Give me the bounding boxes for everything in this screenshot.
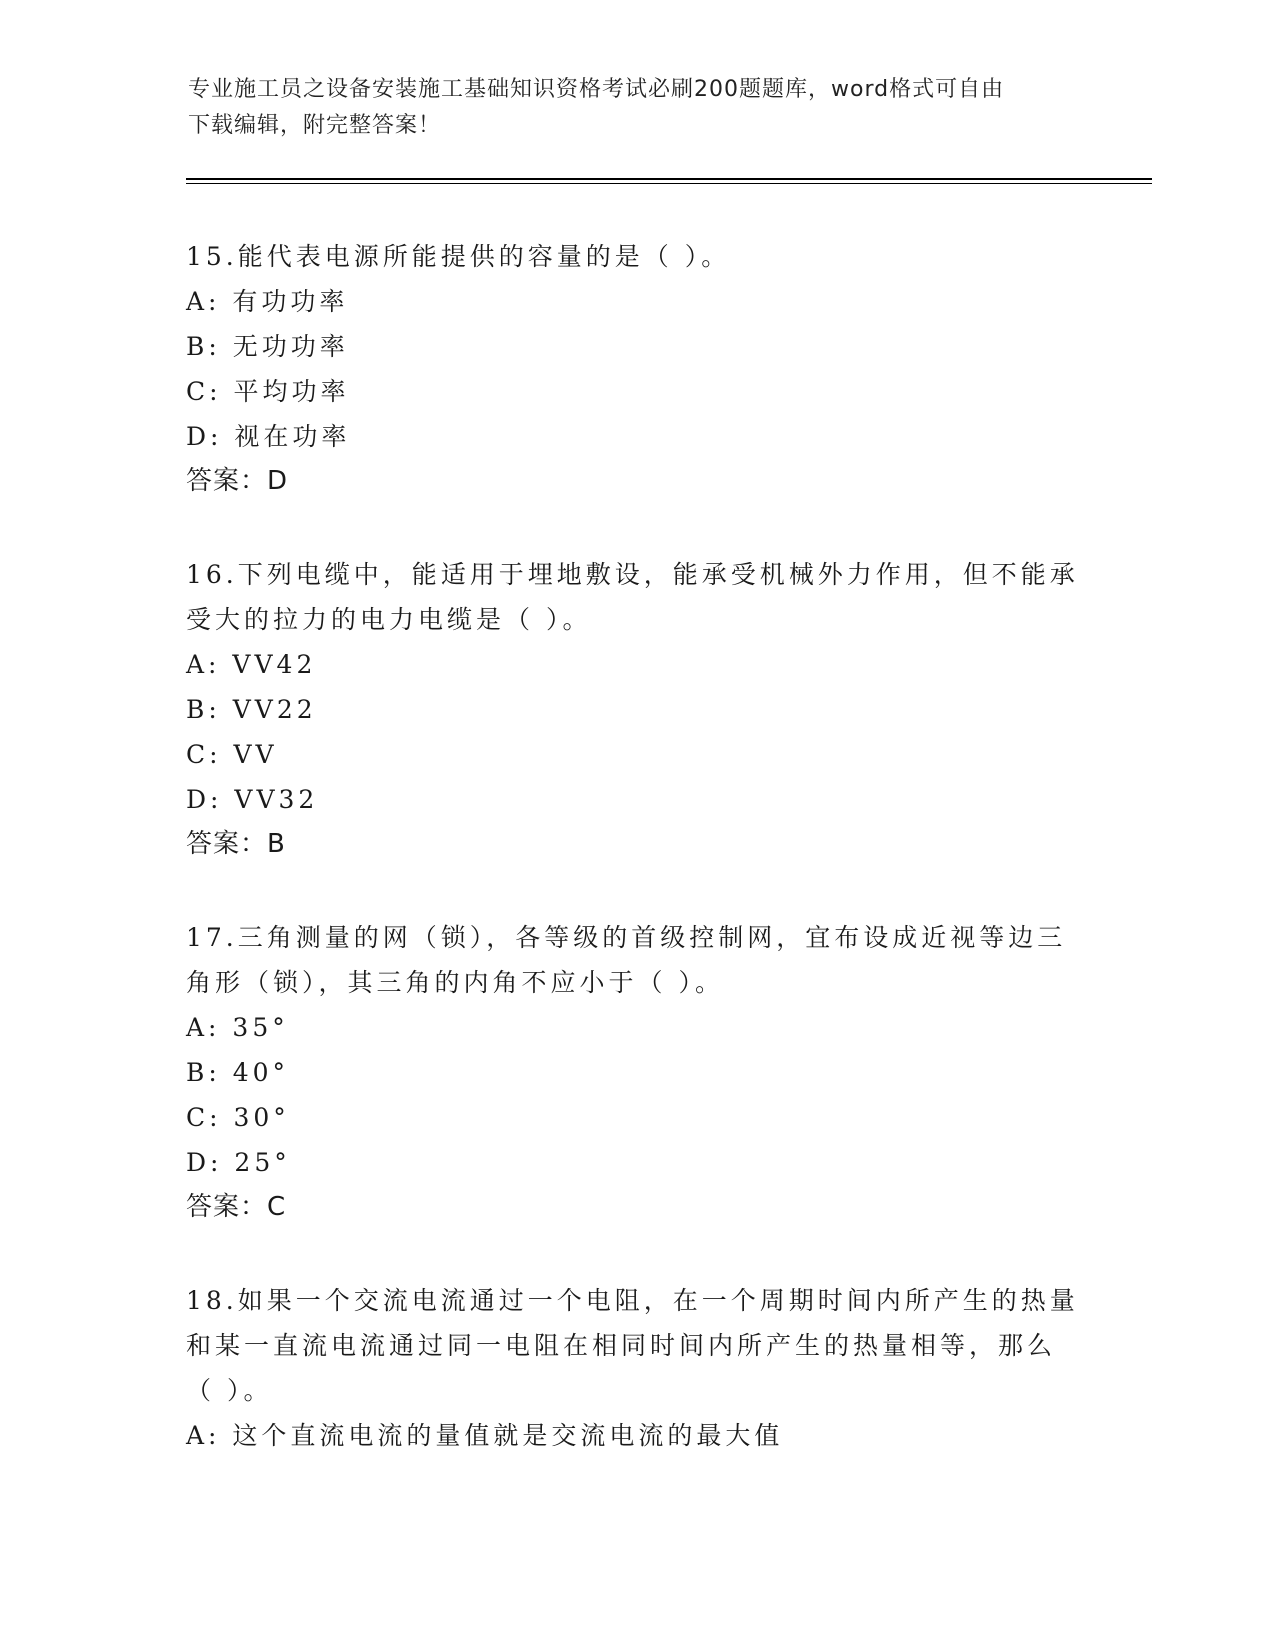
answer-line: 答案：B [186,829,286,859]
option-c: C: 30° [186,1103,290,1132]
option-a: A: 这个直流电流的量值就是交流电流的最大值 [186,1421,784,1450]
question-16 [186,552,1086,867]
option-a: A: VV42 [186,650,317,679]
question-text-line-2: 角形（锁），其三角的内角不应小于（ ）。 [186,968,724,997]
option-b: B: VV22 [186,695,317,724]
option-d: D: VV32 [186,785,319,814]
option-c: C: VV [186,740,278,769]
question-18 [186,1278,1086,1458]
question-15 [186,234,1086,504]
header-divider-thin [186,183,1152,184]
question-text-line-2: 和某一直流电流通过同一电阻在相同时间内所产生的热量相等，那么 [186,1331,1057,1360]
question-text-line-1: 18.如果一个交流电流通过一个电阻，在一个周期时间内所产生的热量 [186,1286,1079,1315]
header-line-2: 下载编辑，附完整答案！ [188,113,442,138]
question-text-line-1: 17.三角测量的网（锁），各等级的首级控制网，宜布设成近视等边三 [186,923,1067,952]
question-text-line-3: （ ）。 [186,1376,273,1405]
question-17 [186,915,1086,1230]
option-a: A: 有功功率 [186,287,349,316]
question-text-line-2: 受大的拉力的电力电缆是（ ）。 [186,605,592,634]
option-b: B: 40° [186,1058,290,1087]
document-header [188,72,1068,144]
question-text: 15.能代表电源所能提供的容量的是（ ）。 [186,242,731,271]
answer-line: 答案：C [186,1192,287,1222]
option-a: A: 35° [186,1013,289,1042]
question-text-line-1: 16.下列电缆中，能适用于埋地敷设，能承受机械外力作用，但不能承 [186,560,1079,589]
answer-line: 答案：D [186,466,289,496]
header-line-1: 专业施工员之设备安装施工基础知识资格考试必刷200题题库，word格式可自由 [188,77,1005,102]
option-d: D: 25° [186,1148,291,1177]
option-b: B: 无功功率 [186,332,349,361]
header-divider-thick [186,178,1152,180]
option-c: C: 平均功率 [186,377,350,406]
option-d: D: 视在功率 [186,422,351,451]
